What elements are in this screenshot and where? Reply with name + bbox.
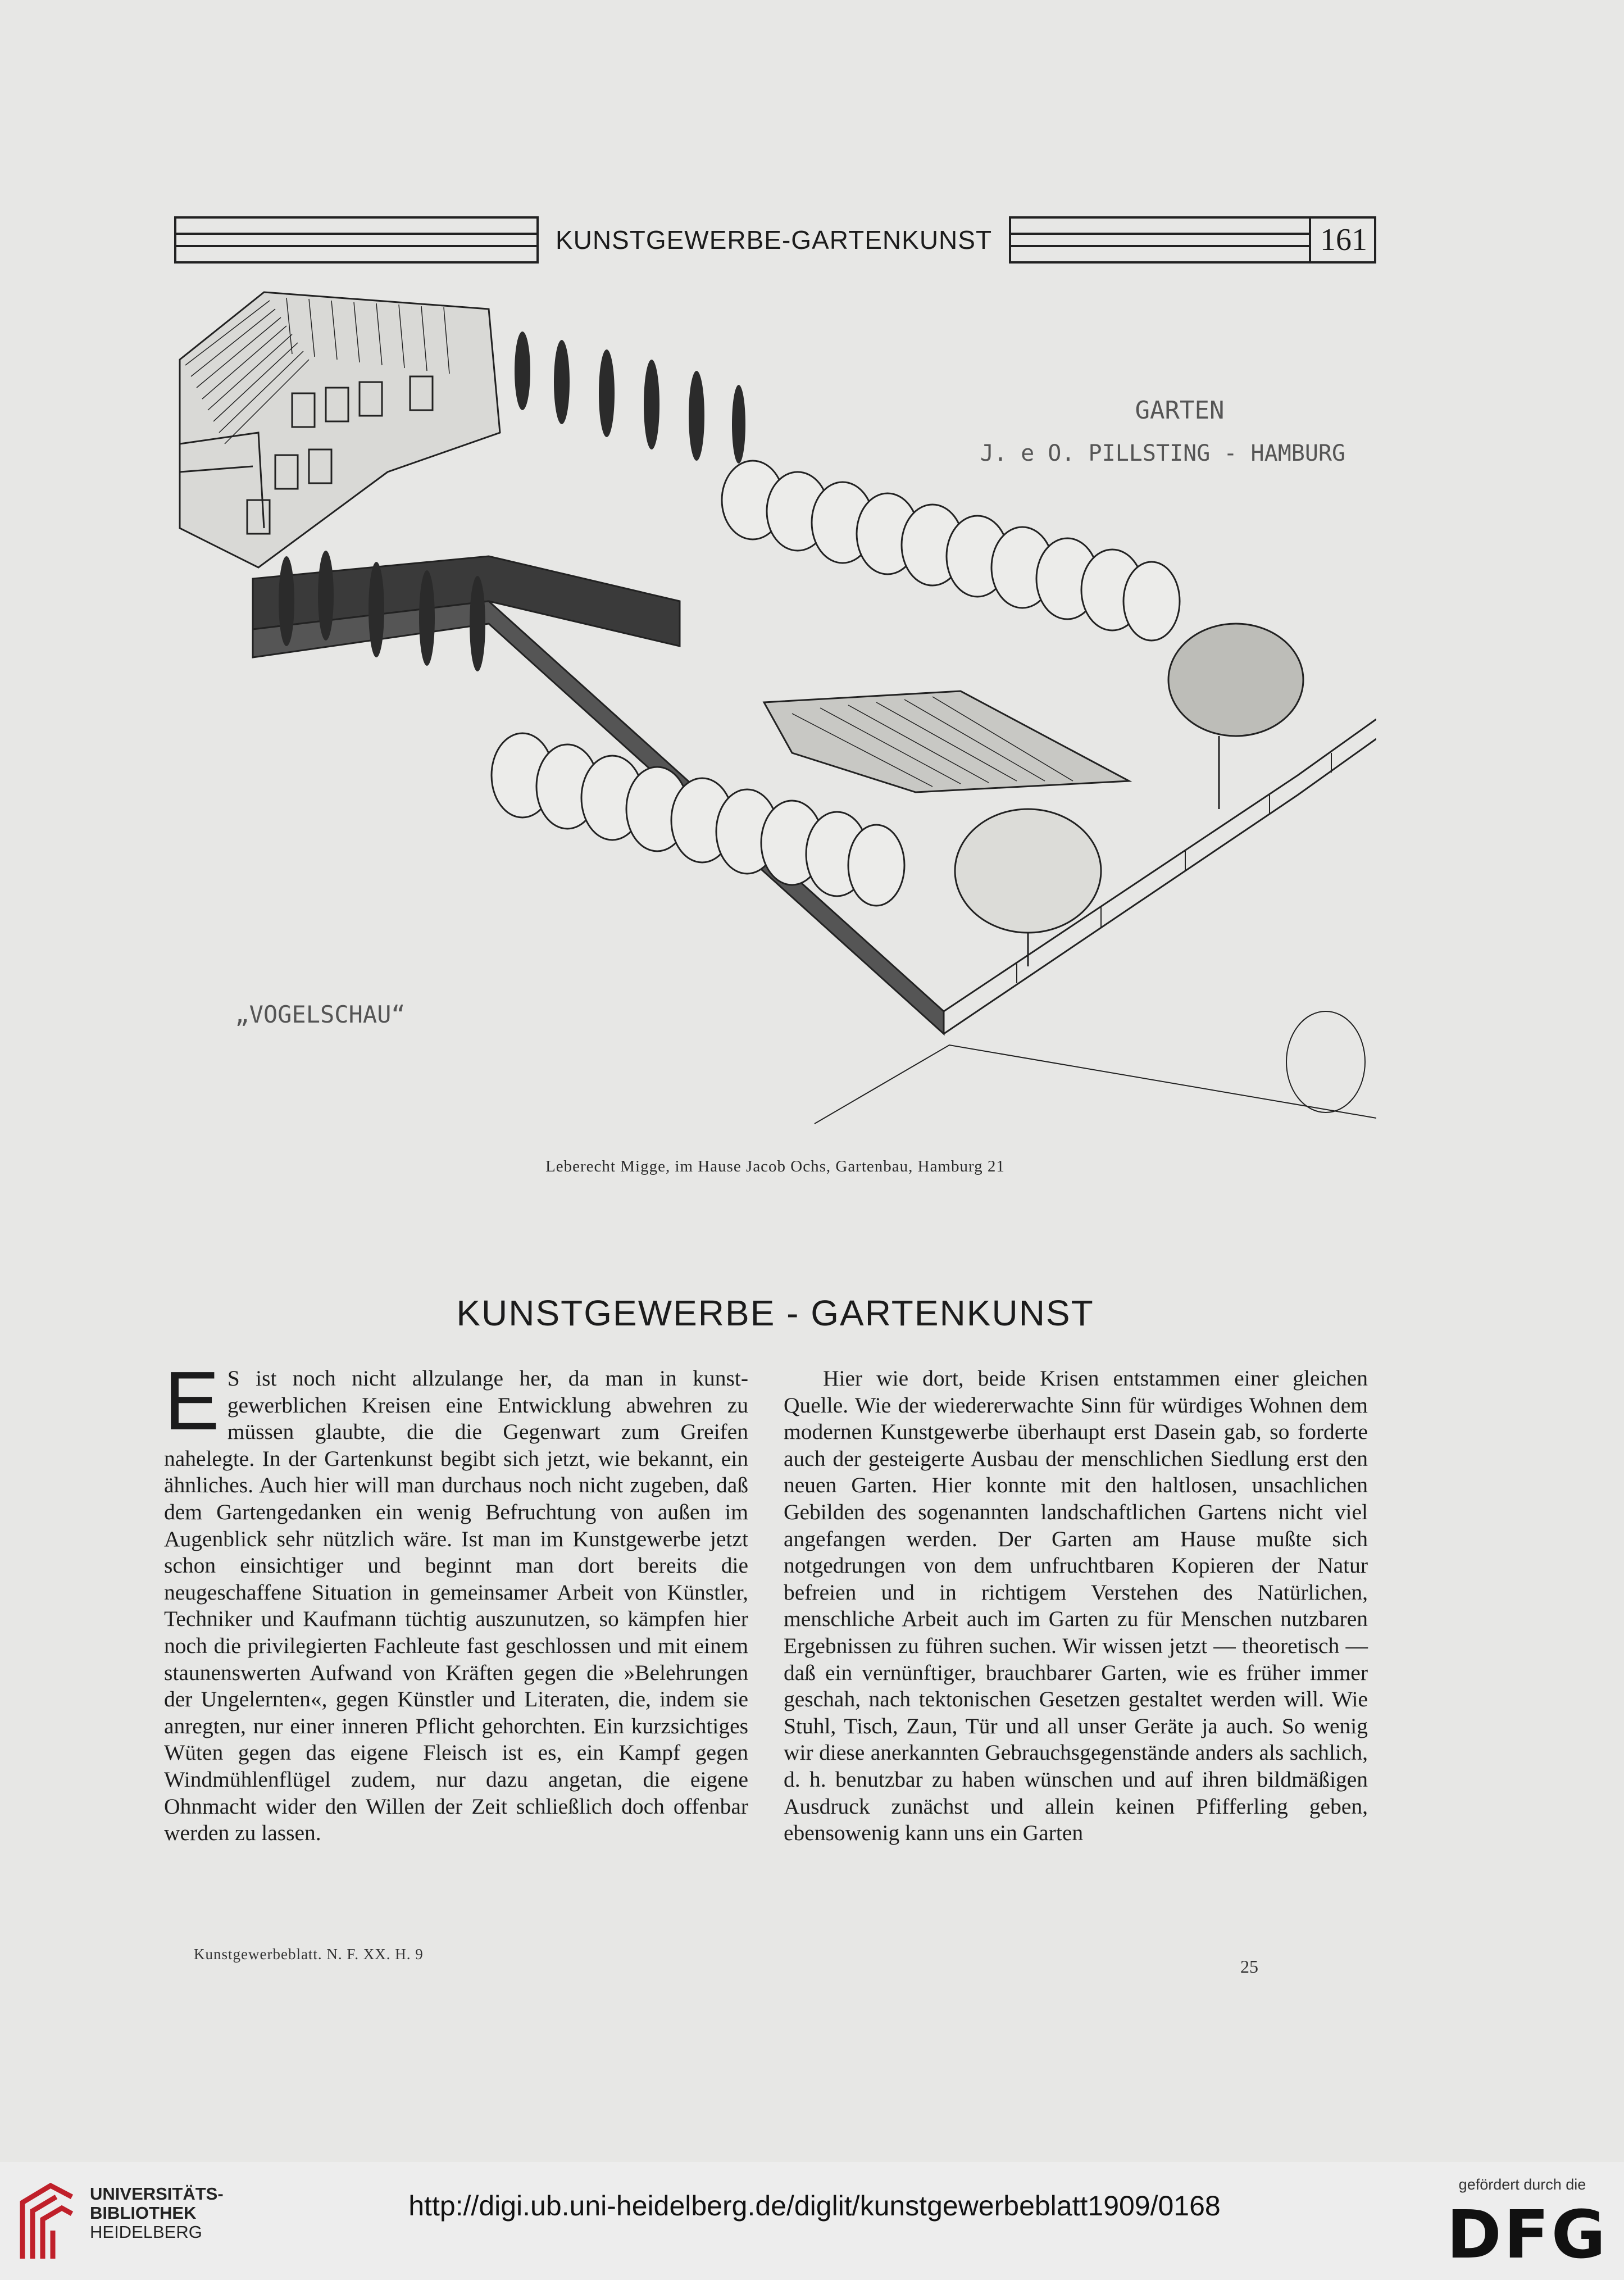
left-column-text: S ist noch nicht allzulange her, da man in kunstgewerblichen Kreisen eine Entwicklung abwehren zu müssen glaubte, die die Gegenwart zum Greifen nahelegte. In der Gartenkunst begibt sich jetzt, wie bekannt, ein ähnliches. Auch hier will man durchaus noch nicht zugeben, daß dem Gartengedanken ein wenig Befruchtung von außen im Augenblick sehr nützlich wäre. Ist man im Kunstgewerbe jetzt schon einsichtiger und beginnt man dort bereits die neugeschaffene Situation in gemeinsamer Arbeit von Künstler, Techniker und Kaufmann tüchtig auszunutzen, so kämpfen hier noch die privilegierten Fachleute fast geschlossen und mit einem staunenswerten Aufwand von Kräften gegen die »Belehrungen der Ungelernten«, gegen Künstler und Literaten, die, indem sie anregten, nur einer inneren Pflicht gehorchten. Ein kurzsichtiges Wüten gegen das eigene Fleisch ist es, ein Kampf gegen Windmühlenflügel zudem, nur dazu angetan, die eigene Ohnmacht wider den Willen der Zeit schließlich doch offenbar werden zu lassen. <box>164 1366 748 1846</box>
running-header-title: KUNSTGEWERBE-GARTENKUNST <box>536 216 1011 264</box>
page-number: 161 <box>1309 216 1376 264</box>
header-rule-left-top <box>176 233 536 235</box>
permalink-url[interactable]: http://digi.ub.uni-heidelberg.de/diglit/kunstgewerbeblatt1909/0168 <box>408 2190 1221 2222</box>
article-column-right: Hier wie dort, beide Krisen entstammen einer gleichen Quelle. Wie der wiedererwachte Sinn für würdiges Wohnen dem modernen Kunstgewerbe überhaupt erst Dasein gab, so forderte auch der gesteigerte Ausbau der menschlichen Siedlung erst den neuen Garten. Hier konnte mit den haltlosen, unsachlichen Gebilden des sogenannten landschaftlichen Gartens nicht viel angefangen werden. Der Garten am Hause mußte sich notgedrungen von dem unfruchtbaren Kopieren der Natur befreien und in richtigem Verstehen des Natürlichen, menschliche Arbeit auch im Garten zu für Menschen nutzbaren Ergebnissen zu führen suchen. Wir wissen jetzt — theoretisch — daß ein vernünftiger, brauchbarer Garten, wie es früher immer geschah, nach tektonischen Gesetzen gestaltet werden will. Wie Stuhl, Tisch, Zaun, Tür und all unser Geräte ja auch. So wenig wir diese anerkannten Gebrauchsgegenstände anders als sachlich, d. h. benutzbar zu haben wünschen und auf ihren bildmäßigen Ausdruck zunächst und allein keinen Pfifferling geben, ebensowenig kann uns ein Garten <box>784 1366 1368 1846</box>
inscription-garten: GARTEN <box>1135 396 1225 425</box>
article-title: KUNSTGEWERBE - GARTENKUNST <box>456 1293 1094 1333</box>
library-name <box>90 2184 224 2242</box>
library-name-line2: BIBLIOTHEK <box>90 2203 197 2223</box>
library-name-line1: UNIVERSITÄTS- <box>90 2184 224 2204</box>
library-logo-icon <box>17 2180 78 2264</box>
article-column-left <box>164 1355 748 1847</box>
journal-reference: Kunstgewerbeblatt. N. F. XX. H. 9 <box>194 1946 424 1963</box>
house-drawing <box>180 292 500 567</box>
header-rule-right-bottom <box>1011 245 1309 247</box>
signature-mark: 25 <box>1240 1956 1258 1977</box>
header-rule-right-top <box>1011 233 1309 235</box>
illustration-caption: Leberecht Migge, im Hause Jacob Ochs, Gartenbau, Hamburg 21 <box>545 1157 1005 1175</box>
tree-avenue-upper <box>722 461 1180 641</box>
library-name-line3: HEIDELBERG <box>90 2222 202 2242</box>
inscription-owner: J. e O. PILLSTING - HAMBURG <box>980 440 1346 466</box>
drop-cap: E <box>164 1355 220 1447</box>
funder-label: gefördert durch die <box>1458 2176 1586 2193</box>
inscription-vogelschau: „VOGELSCHAU“ <box>235 1001 406 1028</box>
dfg-logo: DFG <box>1446 2196 1608 2273</box>
header-rule-left-bottom <box>176 245 536 247</box>
garden-illustration <box>174 287 1376 1141</box>
